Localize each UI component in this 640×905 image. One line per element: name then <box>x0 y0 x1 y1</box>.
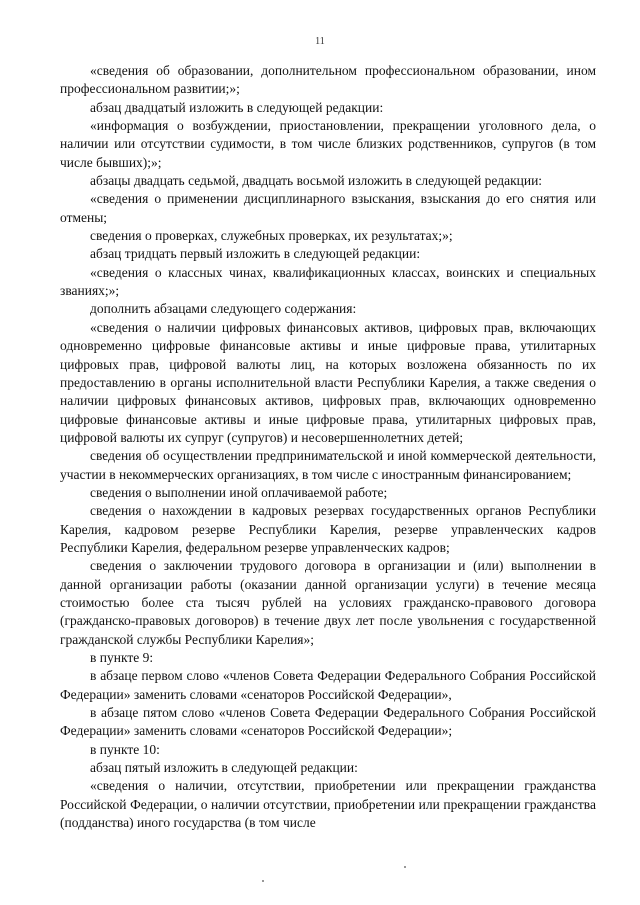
paragraph: сведения о выполнении иной оплачиваемой работе; <box>90 484 388 500</box>
paragraph: сведения о заключении трудового договора в организации и (или) выполнении в данной организации работы (оказании данной организации услуги) в течение месяца стоимостью более ста тысяч рублей на условиях гражданско-правового договора (гражданско-правовых договоров) в течение двух лет после увольнения с государственной гражданской службы Республики Карелия»; <box>60 558 596 647</box>
paragraph: «сведения об образовании, дополнительном профессиональном образовании, ином профессиональном развитии;»; <box>60 63 596 97</box>
paragraph: дополнить абзацами следующего содержания: <box>90 301 357 317</box>
paragraph: в абзаце пятом слово «членов Совета Федерации Федерального Собрания Российской Федерации» заменить словами «сенаторов Российской Федерации»; <box>60 705 596 739</box>
paragraph: «сведения о наличии цифровых финансовых активов, цифровых прав, включающих одновременно цифровые финансовые активы и иные цифровые права, утилитарных цифровых прав, цифровой валюты лиц, на которых возложена обязанность по их предоставлению в органы исполнительной власти Республики Карелия, а также сведения о наличии цифровых финансовых активов, цифровых прав, включающих одновременно цифровые финансовые активы и иные цифровые права, утилитарных цифровых прав, цифровой валюты их супруг (супругов) и несовершеннолетних детей; <box>60 319 596 445</box>
document-body <box>60 62 596 832</box>
paragraph: «информация о возбуждении, приостановлении, прекращении уголовного дела, о наличии или отсутствии судимости, в том числе близких родственников, супругов (в том числе бывших);»; <box>60 118 596 170</box>
paragraph: «сведения о классных чинах, квалификационных классах, воинских и специальных званиях;»; <box>60 264 596 299</box>
page-number: 11 <box>315 36 325 47</box>
paragraph: в пункте 10: <box>90 741 160 757</box>
paragraph: «сведения о наличии, отсутствии, приобретении или прекращении гражданства Российской Федерации, о наличии отсутствии, приобретении или прекращении гражданства (подданства) иного государства (в том числе <box>60 778 596 831</box>
paragraph: абзац двадцатый изложить в следующей редакции: <box>90 99 384 115</box>
paragraph: абзацы двадцать седьмой, двадцать восьмой изложить в следующей редакции: <box>90 173 543 189</box>
paragraph: сведения об осуществлении предпринимательской и иной коммерческой деятельности, участии в некоммерческих организациях, в том числе с иностранным финансированием; <box>60 448 596 482</box>
paragraph: абзац пятый изложить в следующей редакции: <box>90 760 358 776</box>
paragraph: абзац тридцать первый изложить в следующей редакции: <box>90 246 421 262</box>
scan-speck <box>262 880 264 882</box>
paragraph: сведения о проверках, служебных проверках, их результатах;»; <box>90 228 453 244</box>
paragraph: в абзаце первом слово «членов Совета Федерации Федерального Собрания Российской Федерации» заменить словами «сенаторов Российской Федерации», <box>60 668 596 702</box>
paragraph: «сведения о применении дисциплинарного взыскания, взыскания до его снятия или отмены; <box>60 191 596 225</box>
scan-speck <box>404 866 406 868</box>
paragraph: в пункте 9: <box>90 650 154 665</box>
paragraph: сведения о нахождении в кадровых резервах государственных органов Республики Карелия, кадровом резерве Республики Карелия, резерве управленческих кадров Республики Карелия, федеральном резерве управленческих кадров; <box>60 503 596 555</box>
